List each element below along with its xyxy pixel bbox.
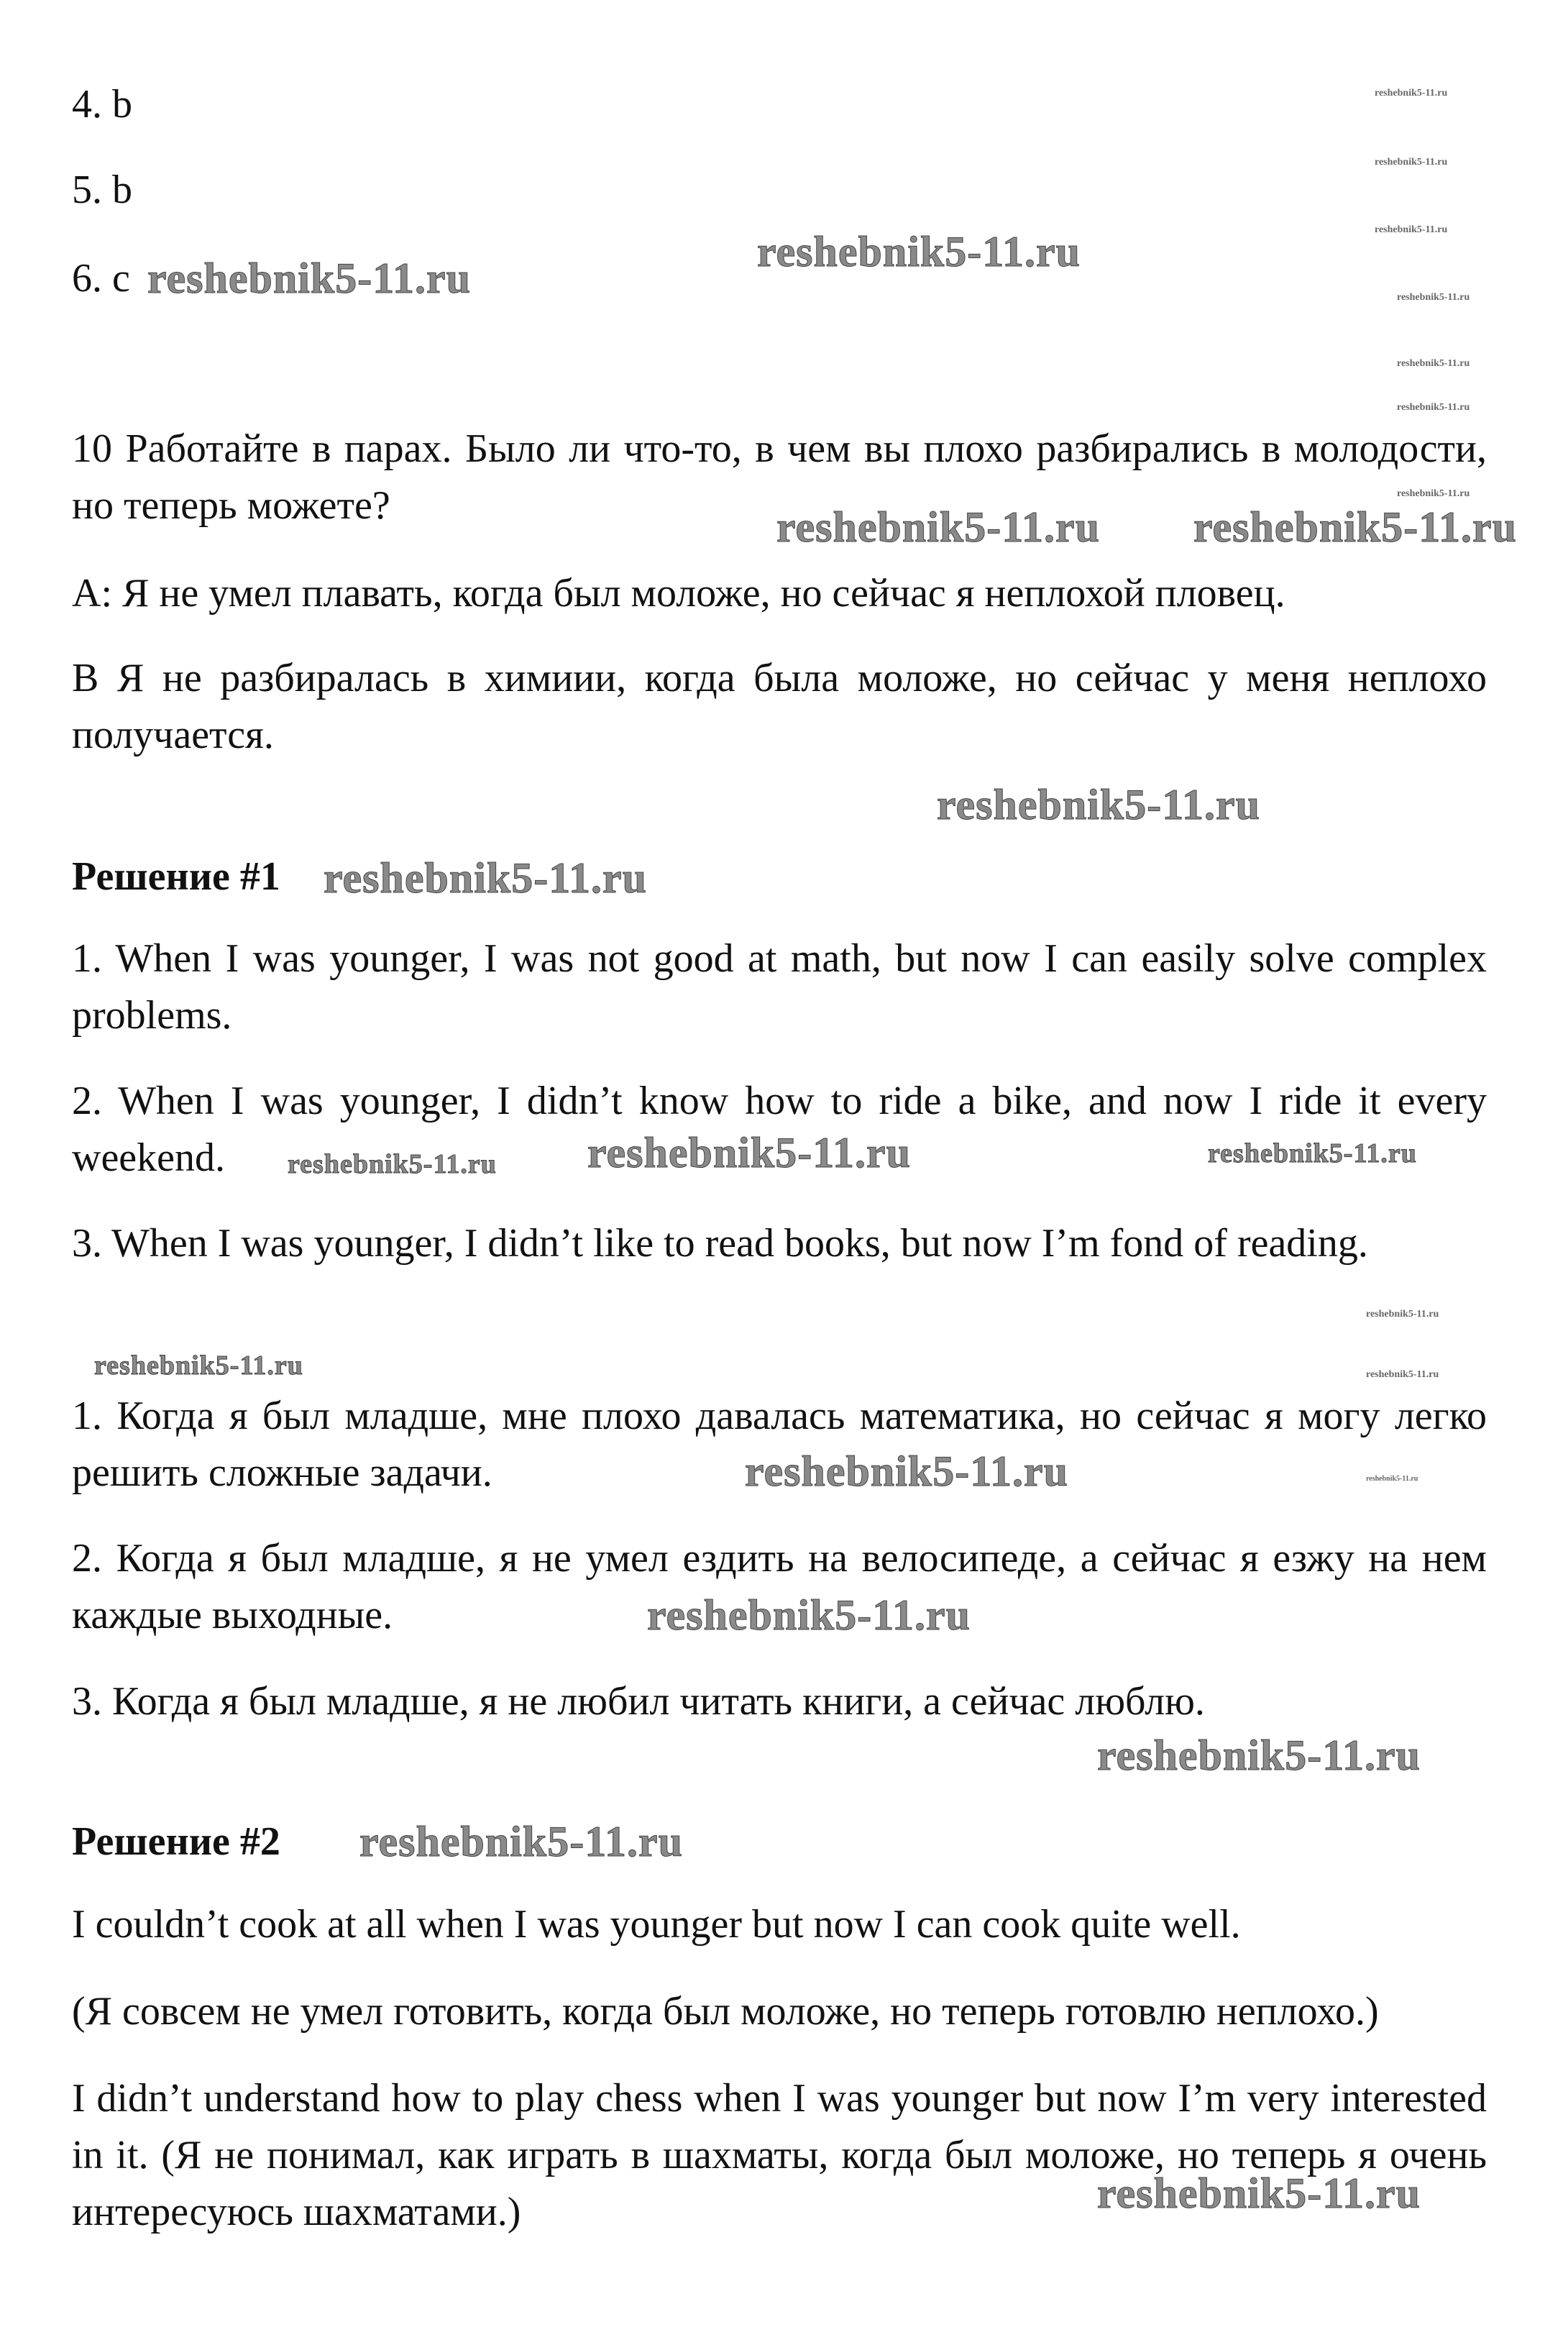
watermark: reshebnik5-11.ru bbox=[1097, 1732, 1421, 1779]
watermark: reshebnik5-11.ru bbox=[1375, 224, 1448, 235]
watermark: reshebnik5-11.ru bbox=[1366, 1475, 1418, 1483]
watermark: reshebnik5-11.ru bbox=[288, 1149, 497, 1179]
solution1-russian-3: 3. Когда я был младше, я не любил читать книги, а сейчас люблю. bbox=[72, 1679, 1205, 1724]
watermark: reshebnik5-11.ru bbox=[1397, 488, 1470, 499]
watermark: reshebnik5-11.ru bbox=[1193, 503, 1517, 551]
answer-5: 5. b bbox=[72, 168, 132, 212]
watermark: reshebnik5-11.ru bbox=[757, 228, 1081, 275]
solution1-russian-1: 1. Когда я был младше, мне плохо давалась математика, но сейчас я могу легко решить сложные задачи. bbox=[72, 1394, 1487, 1495]
watermark: reshebnik5-11.ru bbox=[359, 1818, 683, 1865]
solution2-heading: Решение #2 bbox=[72, 1819, 280, 1864]
solution1-english-3: 3. When I was younger, I didn’t like to read books, but now I’m fond of reading. bbox=[72, 1221, 1368, 1266]
solution1-english-1: 1. When I was younger, I was not good at math, but now I can easily solve complex problems. bbox=[72, 936, 1487, 1038]
watermark: reshebnik5-11.ru bbox=[647, 1591, 971, 1639]
solution1-english-2: 2. When I was younger, I didn’t know how to ride a bike, and now I ride it every weekend. bbox=[72, 1079, 1487, 1180]
solution1-russian-2: 2. Когда я был младше, я не умел ездить на велосипеде, а сейчас я езжу на нем каждые выходные. bbox=[72, 1536, 1487, 1637]
watermark: reshebnik5-11.ru bbox=[1208, 1138, 1417, 1169]
watermark: reshebnik5-11.ru bbox=[1366, 1369, 1439, 1380]
answer-6: 6. c bbox=[72, 256, 130, 301]
watermark: reshebnik5-11.ru bbox=[1097, 2170, 1421, 2217]
watermark: reshebnik5-11.ru bbox=[745, 1448, 1068, 1495]
watermark: reshebnik5-11.ru bbox=[147, 255, 471, 302]
task-answer-b: В Я не разбиралась в химиии, когда была моложе, но сейчас у меня неплохо получается. bbox=[72, 656, 1487, 757]
solution1-heading: Решение #1 bbox=[72, 854, 280, 899]
watermark: reshebnik5-11.ru bbox=[1375, 157, 1448, 168]
watermark: reshebnik5-11.ru bbox=[937, 781, 1260, 828]
watermark: reshebnik5-11.ru bbox=[1397, 292, 1470, 303]
solution2-item-3: I didn’t understand how to play chess when I was younger but now I’m very interested in it. (Я не понимал, как играть в шахматы, когда был моложе, но теперь я очень интересуюсь шахматами.) bbox=[72, 2076, 1487, 2234]
task-answer-a: А: Я не умел плавать, когда был моложе, но сейчас я неплохой пловец. bbox=[72, 571, 1285, 616]
answer-4: 4. b bbox=[72, 82, 132, 127]
watermark: reshebnik5-11.ru bbox=[94, 1350, 303, 1381]
watermark: reshebnik5-11.ru bbox=[1366, 1309, 1439, 1320]
watermark: reshebnik5-11.ru bbox=[776, 503, 1100, 551]
watermark: reshebnik5-11.ru bbox=[1397, 402, 1470, 413]
watermark: reshebnik5-11.ru bbox=[1375, 88, 1448, 99]
watermark: reshebnik5-11.ru bbox=[324, 854, 647, 902]
watermark: reshebnik5-11.ru bbox=[1397, 358, 1470, 369]
solution2-item-1: I couldn’t cook at all when I was younger but now I can cook quite well. bbox=[72, 1902, 1241, 1947]
solution2-item-2: (Я совсем не умел готовить, когда был моложе, но теперь готовлю неплохо.) bbox=[72, 1989, 1379, 2034]
task-prompt: 10 Работайте в парах. Было ли что-то, в чем вы плохо разбирались в молодости, но теперь можете? bbox=[72, 426, 1487, 528]
watermark: reshebnik5-11.ru bbox=[587, 1129, 911, 1176]
